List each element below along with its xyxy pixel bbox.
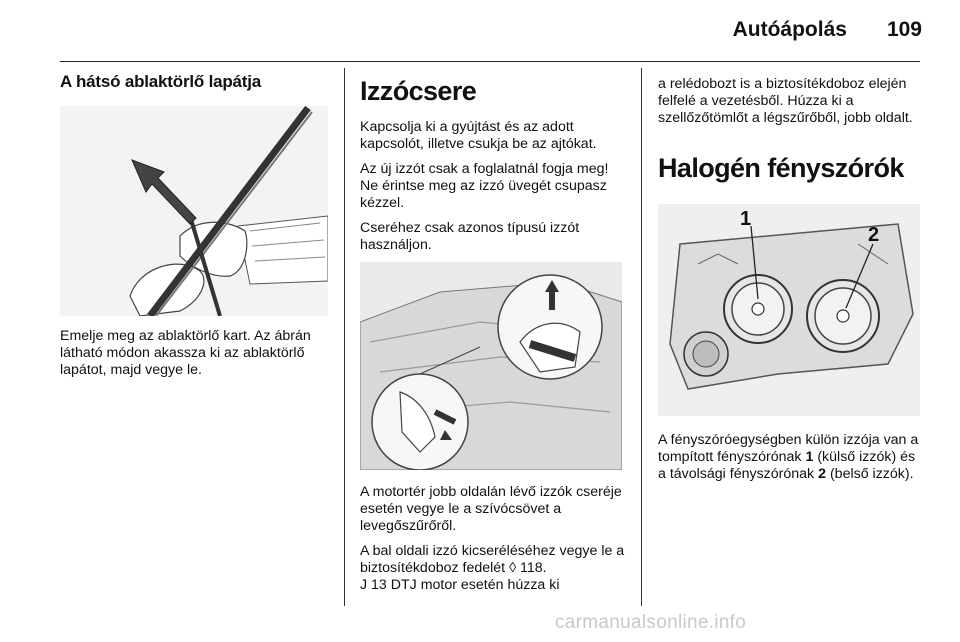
section-title: Autóápolás — [732, 18, 847, 41]
column-divider-2 — [641, 68, 642, 606]
headlamp-figure — [658, 204, 920, 416]
relay-paragraph: a relédobozt is a biztosítékdoboz elején felfelé a vezetésből. Húzza ki a szellőzőtömlőt a légszűrőből, jobb oldalt. — [658, 76, 913, 126]
wiper-heading: A hátsó ablaktörlő lapátja — [60, 72, 262, 91]
halogen-heading: Halogén fényszórók — [658, 153, 904, 183]
bulb-paragraph-4: A motortér jobb oldalán lévő izzók cseréje esetén vegye le a szívócsövet a levegőszűrőről. — [360, 484, 622, 534]
column-halogen — [658, 62, 926, 491]
bulb-heading: Izzócsere — [360, 76, 477, 106]
halogen-text-c: (külső izzók) és a távolsági fényszórónak — [658, 449, 916, 482]
bulb-paragraph-5-text: A bal oldali izzó kicseréléséhez vegye le a biztosítékdoboz fedelét — [360, 543, 625, 576]
bulb-paragraph-1: Kapcsolja ki a gyújtást és az adott kapcsolót, illetve csukja be az ajtókat. — [360, 119, 597, 152]
column-divider-1 — [344, 68, 345, 606]
headlamp-label-1: 1 — [740, 208, 752, 230]
bulb-paragraph-5 — [360, 543, 628, 594]
halogen-paragraph — [658, 432, 926, 483]
watermark: carmanualsonline.info — [555, 612, 747, 633]
wiper-figure — [60, 106, 328, 316]
dipped-beam-ref: 1 — [805, 449, 814, 465]
headlamp-label-2: 2 — [868, 224, 880, 246]
bulb-paragraph-2: Az új izzót csak a foglalatnál fogja meg! Ne érintse meg az izzó üvegét csupasz kézzel. — [360, 161, 609, 211]
headlamp-illustration — [658, 204, 920, 416]
halogen-text-a: A fényszóróegységben külön izzója van a tompított fényszórónak — [658, 432, 919, 465]
page-number: 109 — [886, 18, 922, 41]
engine-figure — [360, 262, 622, 470]
bulb-paragraph-5-tail: J 13 DTJ motor esetén húzza ki — [360, 577, 560, 593]
page-reference[interactable]: 118. — [520, 560, 547, 576]
wiper-paragraph: Emelje meg az ablaktörlő kart. Az ábrán látható módon akassza ki az ablaktörlő lapátot, majd vegye le. — [60, 328, 311, 378]
column-wiper — [60, 62, 330, 387]
page-reference-icon: ◊ — [509, 560, 517, 576]
page-header — [733, 18, 922, 48]
main-beam-ref: 2 — [818, 466, 826, 482]
halogen-text-d: (belső izzók). — [829, 466, 914, 482]
engine-illustration — [360, 262, 622, 470]
wiper-illustration — [60, 106, 328, 316]
bulb-paragraph-3: Cseréhez csak azonos típusú izzót használjon. — [360, 220, 580, 253]
column-bulb-replacement — [360, 62, 628, 602]
